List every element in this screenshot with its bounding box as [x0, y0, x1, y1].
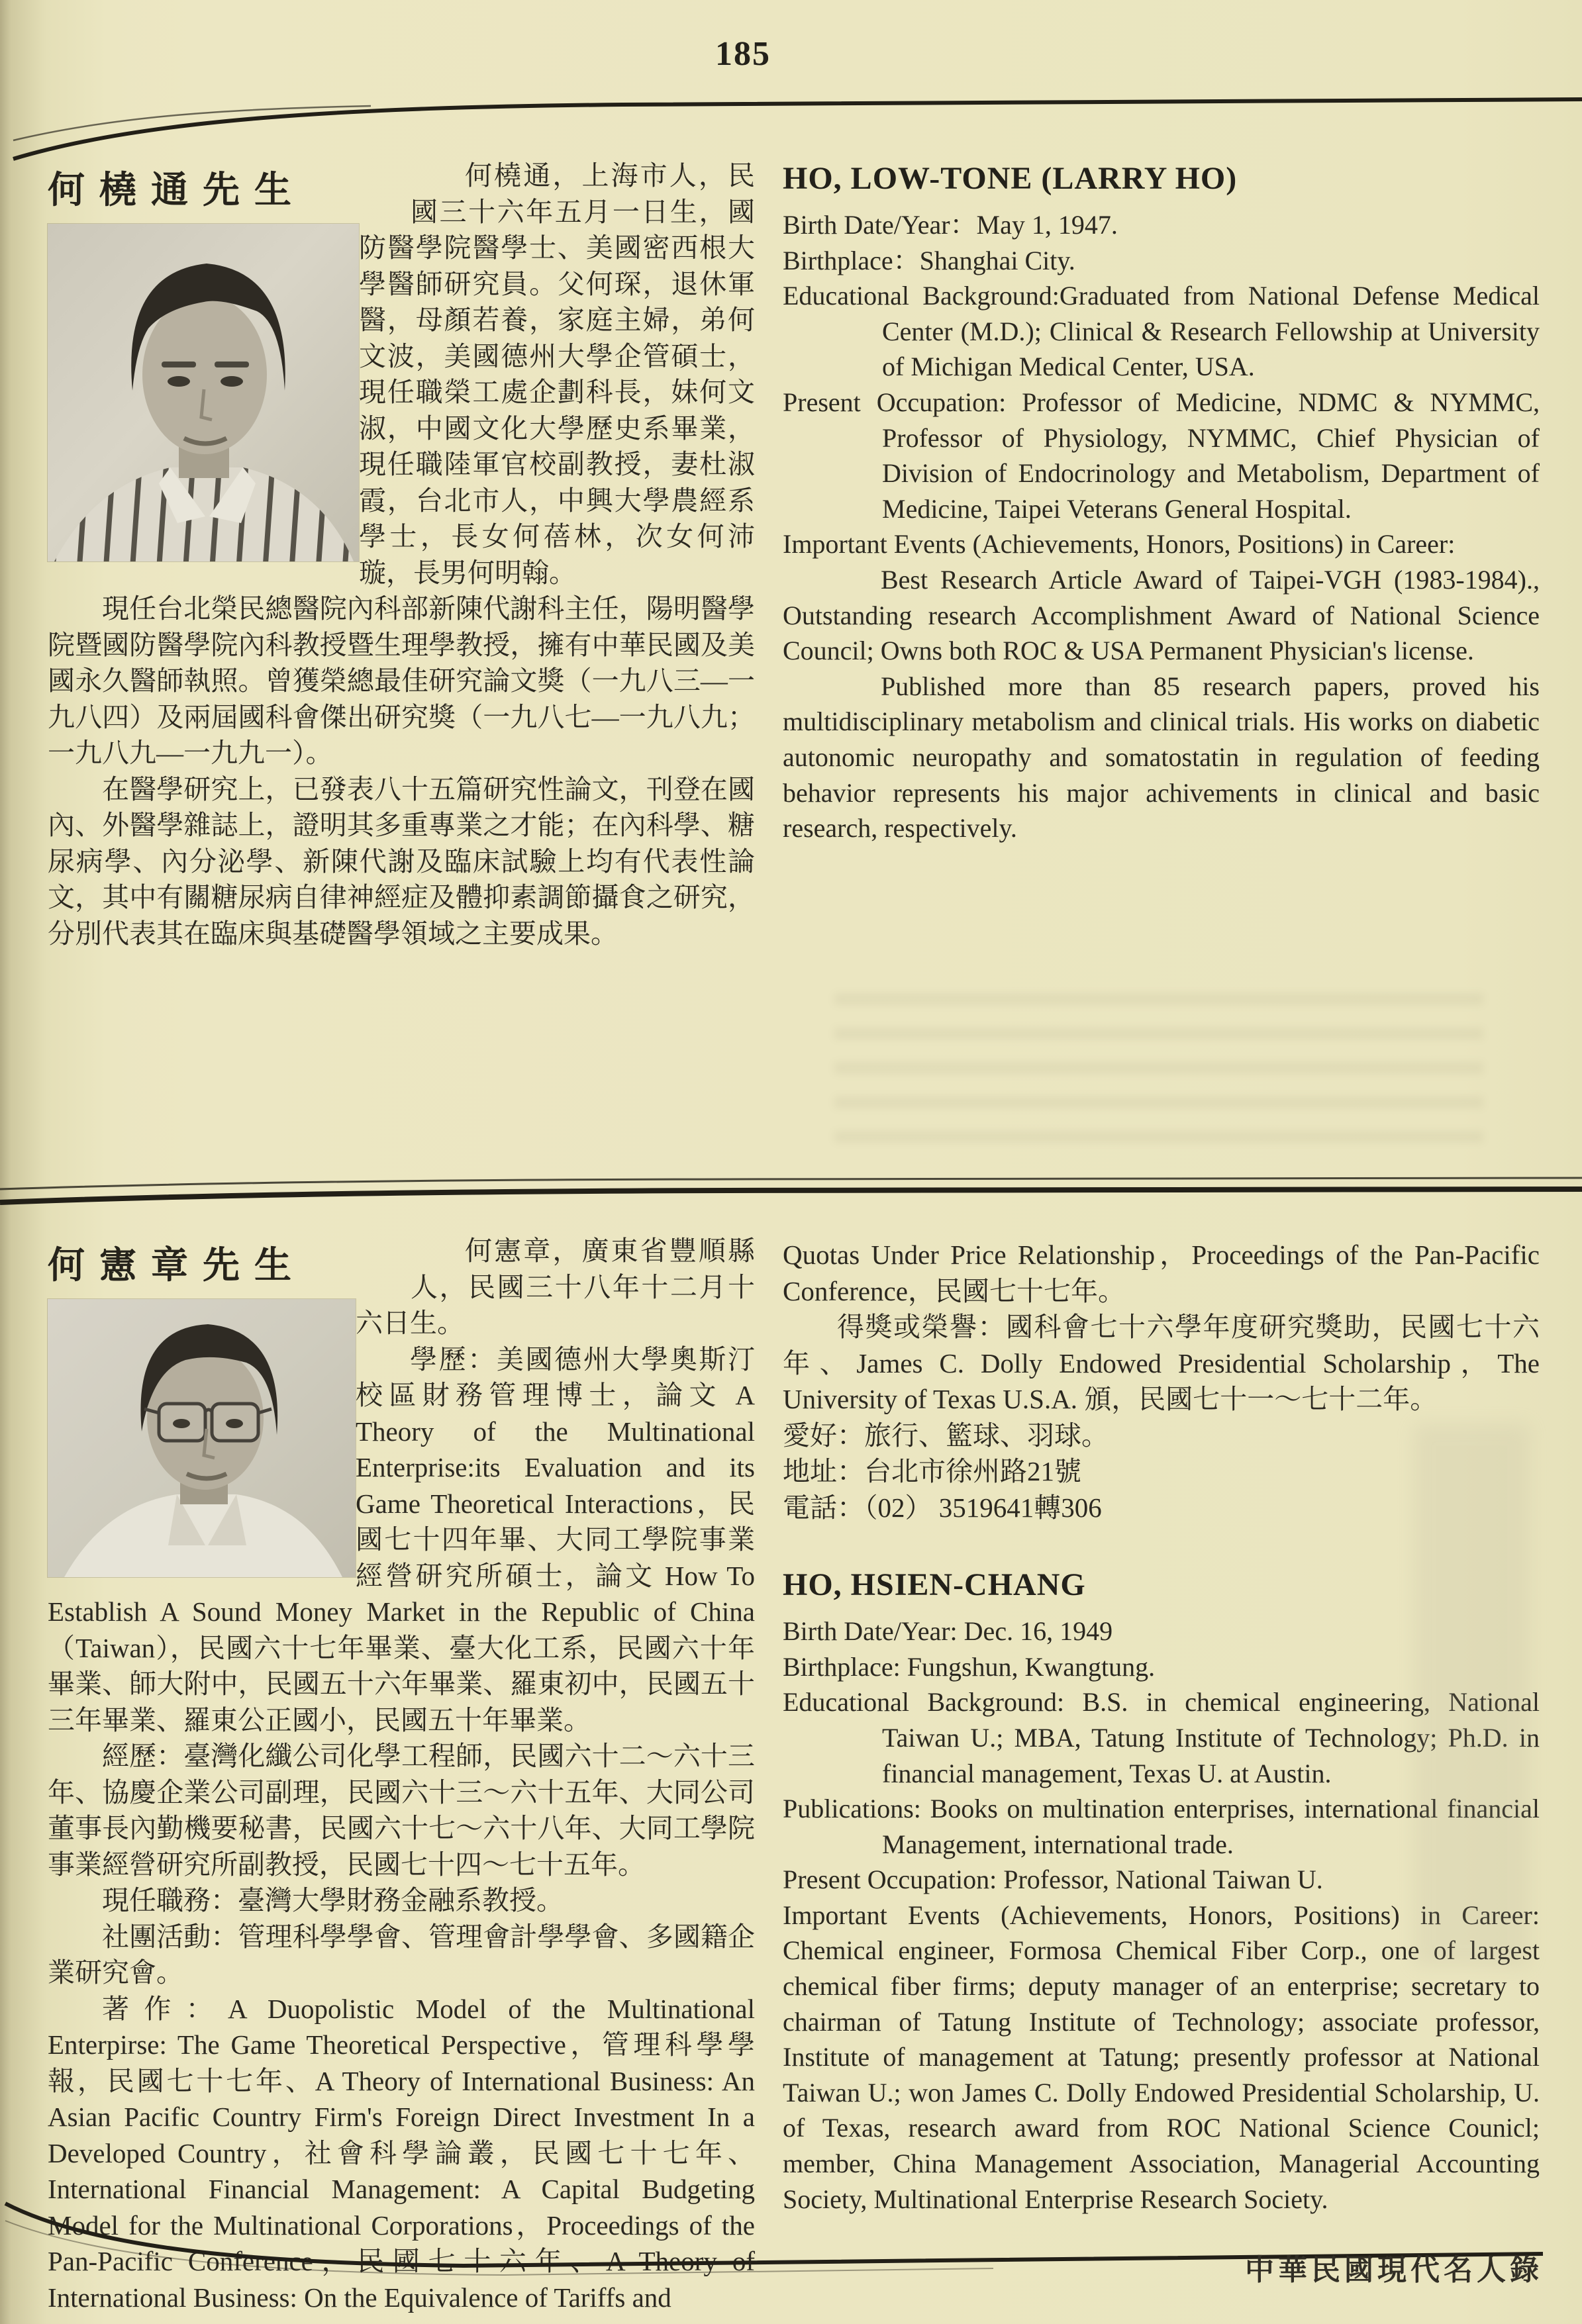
education-paragraph: Educational Background:Graduated from National Defense Medical Center (M.D.); Clinical & Research Fellowship at University of Michigan Medical Center, USA. [783, 281, 1540, 382]
middle-divider-rule [0, 1173, 1582, 1220]
current-post-cn-paragraph: 現任職務：臺灣大學財務金融系教授。 [102, 1885, 564, 1916]
chinese-name-heading: 何憲章先生 [48, 1245, 306, 1286]
important-events-label: Important Events (Achievements, Honors, Positions) in Career: [783, 529, 1456, 559]
chinese-bio-paragraph: 現任台北榮民總醫院內科部新陳代謝科主任，陽明醫學院暨國防醫學院內科教授暨生理學教授，擁有中華民國及美國永久醫師執照。曾獲榮總最佳研究論文獎（一九八三—一九八四）及兩屆國科會傑出研究獎（一九八七—一九八九；一九八九—一九九一）。 [48, 593, 755, 769]
portrait-man-glasses-white-shirt [48, 1299, 356, 1577]
important-events-paragraph: Important Events (Achievements, Honors, Positions) in Career: Chemical engineer, Formosa Chemical Fiber Corp., one of largest chemical fiber firms; deputy manager of an enterprise; secretary to chairman of Tatung Institute of Technology; associate professor, Institute of management at Tatung; presently professor at National Taiwan U.; won James C. Dolly Endowed Presidential Scholarship, U. of Texas, research award from ROC National Science Counicl; member, China Management Association, Managerial Accounting Society, Multinational Enterprise Research Society. [783, 1900, 1540, 2214]
awards-cn-paragraph: 得獎或榮譽：國科會七十六學年度研究獎助，民國七十六年、James C. Dolly Endowed Presidential Scholarship，The University of Texas U.S.A. 頒，民國七十一～七十二年。 [783, 1312, 1540, 1415]
chinese-bio-paragraph: 何憲章，廣東省豐順縣人，民國三十八年十二月十六日生。 [356, 1235, 755, 1339]
page-bleed-through [834, 993, 1483, 1165]
book-title-footer: 中華民國現代名人錄 [1245, 2254, 1543, 2286]
education-paragraph: Educational Background: B.S. in chemical engineering, National Taiwan U.; MBA, Tatung Institute of Technology; Ph.D. in financial management, Texas U. at Austin. [783, 1687, 1540, 1788]
hobbies-line: 愛好：旅行、籃球、羽球。 [783, 1420, 1109, 1451]
portrait-man-striped-shirt [48, 224, 359, 561]
occupation-line: Present Occupation: Professor, National Taiwan U. [783, 1864, 1323, 1895]
entry-ho-hsien-chang-right-column [783, 1237, 1540, 2217]
entry-ho-low-tone-chinese [48, 158, 755, 951]
awards-paragraph: Best Research Article Award of Taipei-VGH (1983-1984)., Outstanding research Accomplishment Award of National Science Council; Owns both ROC & USA Permanent Physician's license. [783, 564, 1540, 666]
experience-cn-paragraph: 經歷：臺灣化纖公司化學工程師，民國六十二～六十三年、協慶企業公司副理，民國六十三～六十五年、大同公司董事長內勤機要秘書，民國六十七～六十八年、大同工學院事業經營研究所副教授，民國七十四～七十五年。 [48, 1741, 755, 1880]
associations-cn-paragraph: 社團活動：管理科學學會、管理會計學學會、多國籍企業研究會。 [48, 1921, 755, 1988]
top-divider-rule [0, 85, 1582, 164]
address-line: 地址：台北市徐州路21號 [783, 1456, 1081, 1487]
phone-line: 電話：（02） 3519641轉306 [783, 1492, 1102, 1523]
entry-ho-low-tone-english [783, 160, 1540, 846]
chinese-bio-paragraph: 在醫學研究上，已發表八十五篇研究性論文，刊登在國內、外醫學雜誌上，證明其多重專業之才能；在內科學、糖尿病學、內分泌學、新陳代謝及臨床試驗上均有代表性論文，其中有關糖尿病自律神經症及體抑素調節攝食之研究，分別代表其在臨床與基礎醫學領域之主要成果。 [48, 773, 755, 949]
birth-date-line: Birth Date/Year：May 1, 1947. [783, 210, 1118, 240]
entry-ho-hsien-chang-chinese [48, 1233, 755, 2315]
portrait-photo-ho-hsien-chang [48, 1299, 356, 1577]
publications-paragraph: Publications: Books on multination enterprises, international financial Management, international trade. [783, 1794, 1540, 1859]
publications-continuation-paragraph: Quotas Under Price Relationship，Proceedings of the Pan-Pacific Conference，民國七十七年。 [783, 1239, 1540, 1306]
research-summary-paragraph: Published more than 85 research papers, proved his multidisciplinary metabolism and clinical trials. His works on diabetic autonomic neuropathy and somatostatin in regulation of feeding behavior represents his major achivements in clinical and basic research, respectively. [783, 671, 1540, 844]
chinese-name-heading: 何橈通先生 [48, 170, 306, 211]
education-cn-paragraph: 學歷：美國德州大學奧斯汀校區財務管理博士，論文 A Theory of the Multinational Enterprise:its Evaluation and its Game Theoretical Interactions，民國七十四年畢、大同工學院事業經營研究所碩士，論文 How To Establish A Sound Money Market in the Republic of China（Taiwan），民國六十七年畢業、臺大化工系，民國六十年畢業、師大附中，民國五十六年畢業、羅東初中，民國五十三年畢業、羅東公正國小，民國五十年畢業。 [48, 1343, 755, 1735]
english-name-heading: HO, LOW-TONE (LARRY HO) [783, 161, 1238, 196]
portrait-photo-ho-low-tone [48, 224, 359, 561]
birth-date-line: Birth Date/Year: Dec. 16, 1949 [783, 1616, 1113, 1647]
birthplace-line: Birthplace: Fungshun, Kwangtung. [783, 1651, 1156, 1682]
birthplace-line: Birthplace：Shanghai City. [783, 245, 1075, 275]
english-name-heading: HO, HSIEN-CHANG [783, 1567, 1086, 1603]
chinese-bio-paragraph: 何橈通，上海市人，民國三十六年五月一日生，國防醫學院醫學士、美國密西根大學醫師研究員。父何琛，退休軍醫，母顏若養，家庭主婦，弟何文波，美國德州大學企管碩士，現任職榮工處企劃科長，妹何文淑，中國文化大學歷史系畢業，現任職陸軍官校副教授，妻杜淑霞，台北市人，中興大學農經系學士，長女何蓓林，次女何沛璇，長男何明翰。 [359, 160, 755, 588]
occupation-paragraph: Present Occupation: Professor of Medicine, NDMC & NYMMC, Professor of Physiology, NYMMC, Chief Physician of Division of Endocrinology and Metabolism, Department of Medicine, Taipei Veterans General Hospital. [783, 387, 1540, 524]
page-number: 185 [715, 35, 771, 73]
publications-cn-paragraph: 著作：A Duopolistic Model of the Multinational Enterpirse: The Game Theoretical Perspective，管理科學學報，民國七十七年、A Theory of International Business: An Asian Pacific Country Firm's Foreign Direct Investment In a Developed Country，社會科學論叢，民國七十七年、International Financial Management: A Capital Budgeting Model for the Multinational Corporations，Proceedings of the Pan-Pacific Conference，民國七十六年、A Theory of International Business: On the Equivalence of Tariffs and [48, 1993, 755, 2313]
